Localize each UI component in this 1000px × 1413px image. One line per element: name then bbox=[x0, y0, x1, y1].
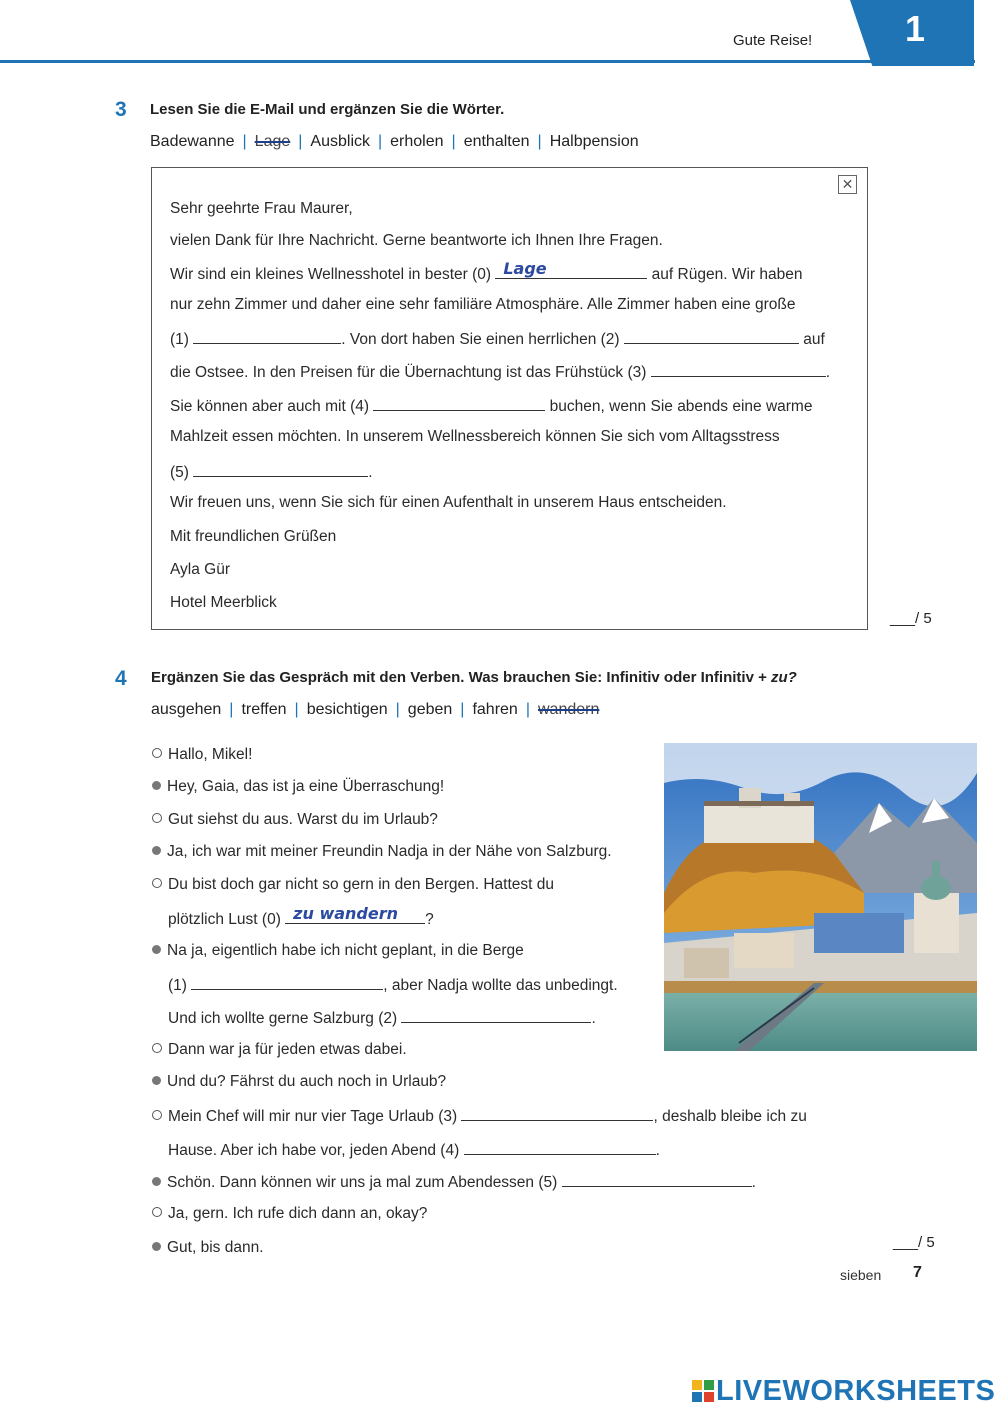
email-text: . bbox=[825, 364, 831, 381]
exercise-4-score: ___/ 5 bbox=[893, 1234, 935, 1251]
dialog-line bbox=[168, 904, 434, 929]
email-text: . Von dort haben Sie einen herrlichen (2) bbox=[341, 331, 620, 348]
close-icon[interactable]: ✕ bbox=[838, 175, 857, 194]
dialog-line: Dann war ja für jeden etwas dabei. bbox=[152, 1041, 407, 1059]
dialog-line: Gut siehst du aus. Warst du im Urlaub? bbox=[152, 811, 438, 829]
email-line bbox=[170, 362, 830, 382]
gap-3-input[interactable] bbox=[461, 1106, 653, 1121]
logo-text: LIVEWORKSHEETS bbox=[716, 1375, 996, 1407]
email-text: Sie können aber auch mit (4) bbox=[170, 398, 370, 415]
email-line: nur zehn Zimmer und daher eine sehr familiäre Atmosphäre. Alle Zimmer haben eine große bbox=[170, 296, 796, 313]
email-closing: Mit freundlichen Grüßen bbox=[170, 528, 337, 545]
page-number-word: sieben bbox=[840, 1267, 882, 1283]
dialog-line bbox=[152, 1106, 807, 1126]
email-line: vielen Dank für Ihre Nachricht. Gerne beantworte ich Ihnen Ihre Fragen. bbox=[170, 232, 663, 249]
dialog-text: Und ich wollte gerne Salzburg (2) bbox=[168, 1010, 398, 1027]
wordbank-word: fahren bbox=[472, 701, 518, 718]
dialog-text: . bbox=[655, 1142, 660, 1159]
instruction-text: Ergänzen Sie das Gespräch mit den Verben. Was brauchen Sie: Infinitiv oder Infinitiv + bbox=[151, 669, 767, 686]
handwritten-answer: zu wandern bbox=[293, 904, 398, 923]
dialog-text: ? bbox=[425, 911, 434, 928]
speaker-filled-dot bbox=[152, 945, 161, 954]
dialog-text: Mein Chef will mir nur vier Tage Urlaub (3) bbox=[168, 1108, 458, 1125]
wordbank-word: treffen bbox=[241, 701, 287, 718]
gap-1-input[interactable] bbox=[193, 329, 341, 344]
exercise-4-instruction bbox=[151, 669, 797, 686]
gap-4-input[interactable] bbox=[373, 396, 545, 411]
gap-1-input[interactable] bbox=[191, 975, 383, 990]
dialog-text: . bbox=[751, 1174, 756, 1191]
wordbank-word: Ausblick bbox=[310, 133, 370, 150]
dialog-text: . bbox=[591, 1010, 596, 1027]
wordbank-word: erholen bbox=[390, 133, 444, 150]
chapter-number: 1 bbox=[905, 8, 926, 49]
wordbank-word: Halbpension bbox=[549, 133, 639, 150]
dialog-line: Gut, bis dann. bbox=[152, 1239, 264, 1257]
email-line bbox=[170, 259, 803, 284]
wordbank-word: Badewanne bbox=[150, 133, 235, 150]
page-header-title: Gute Reise! bbox=[733, 32, 813, 49]
email-line bbox=[170, 329, 825, 349]
email-greeting: Sehr geehrte Frau Maurer, bbox=[170, 200, 353, 217]
gap-5-input[interactable] bbox=[193, 462, 368, 477]
speaker-filled-dot bbox=[152, 1076, 161, 1085]
logo-grid-icon bbox=[692, 1380, 714, 1402]
wordbank-word-used: wandern bbox=[537, 701, 600, 718]
wordbank-word: ausgehen bbox=[151, 701, 222, 718]
gap-label: (1) bbox=[170, 331, 189, 348]
email-text: auf Rügen. Wir haben bbox=[651, 266, 803, 283]
speaker-open-dot bbox=[152, 748, 162, 758]
gap-0-answer[interactable] bbox=[285, 904, 425, 924]
liveworksheets-logo bbox=[692, 1375, 995, 1408]
exercise-3-number: 3 bbox=[115, 98, 127, 121]
gap-2-input[interactable] bbox=[401, 1008, 591, 1023]
email-text: . bbox=[368, 464, 373, 481]
wordbank-word: geben bbox=[407, 701, 453, 718]
speaker-open-dot bbox=[152, 1207, 162, 1217]
dialog-line: Hallo, Mikel! bbox=[152, 746, 252, 764]
dialog-line: Und du? Fährst du auch noch in Urlaub? bbox=[152, 1073, 446, 1091]
gap-0-answer[interactable] bbox=[495, 259, 647, 279]
speaker-open-dot bbox=[152, 1043, 162, 1053]
dialog-line bbox=[168, 975, 618, 995]
email-line bbox=[170, 396, 812, 416]
speaker-open-dot bbox=[152, 813, 162, 823]
dialog-text: , deshalb bleibe ich zu bbox=[653, 1108, 807, 1125]
email-text: die Ostsee. In den Preisen für die Übernachtung ist das Frühstück (3) bbox=[170, 364, 647, 381]
dialog-text: , aber Nadja wollte das unbedingt. bbox=[383, 977, 618, 994]
wordbank-word: besichtigen bbox=[306, 701, 388, 718]
dialog-line: Ja, ich war mit meiner Freundin Nadja in der Nähe von Salzburg. bbox=[152, 843, 612, 861]
dialog-line bbox=[168, 1140, 660, 1160]
dialog-text: Schön. Dann können wir uns ja mal zum Abendessen (5) bbox=[167, 1174, 558, 1191]
exercise-3-wordbank: Badewanne | Lage | Ausblick | erholen | enthalten | Halbpension bbox=[150, 133, 639, 150]
dialog-line bbox=[168, 1008, 596, 1028]
gap-2-input[interactable] bbox=[624, 329, 799, 344]
speaker-open-dot bbox=[152, 1110, 162, 1120]
dialog-text: plötzlich Lust (0) bbox=[168, 911, 281, 928]
dialog-line bbox=[152, 1172, 756, 1192]
email-signature-hotel: Hotel Meerblick bbox=[170, 594, 277, 611]
salzburg-photo bbox=[664, 743, 977, 1051]
dialog-line: Hey, Gaia, das ist ja eine Überraschung! bbox=[152, 778, 444, 796]
exercise-4-number: 4 bbox=[115, 667, 127, 690]
email-text: buchen, wenn Sie abends eine warme bbox=[549, 398, 813, 415]
header-rule bbox=[0, 60, 975, 63]
dialog-line: Du bist doch gar nicht so gern in den Bergen. Hattest du bbox=[152, 876, 554, 894]
gap-4-input[interactable] bbox=[464, 1140, 656, 1155]
handwritten-answer: Lage bbox=[503, 259, 547, 278]
gap-3-input[interactable] bbox=[651, 362, 826, 377]
email-signature-name: Ayla Gür bbox=[170, 561, 231, 578]
speaker-filled-dot bbox=[152, 1242, 161, 1251]
gap-label: (1) bbox=[168, 977, 187, 994]
email-line: Mahlzeit essen möchten. In unserem Wellnessbereich können Sie sich vom Alltagsstress bbox=[170, 428, 780, 445]
dialog-text: Hause. Aber ich habe vor, jeden Abend (4) bbox=[168, 1142, 460, 1159]
speaker-filled-dot bbox=[152, 781, 161, 790]
exercise-3-instruction: Lesen Sie die E-Mail und ergänzen Sie die Wörter. bbox=[150, 101, 505, 118]
speaker-filled-dot bbox=[152, 846, 161, 855]
speaker-open-dot bbox=[152, 878, 162, 888]
instruction-emphasis: zu? bbox=[771, 669, 797, 686]
email-text: Wir sind ein kleines Wellnesshotel in bester (0) bbox=[170, 266, 492, 283]
gap-label: (5) bbox=[170, 464, 189, 481]
email-text: auf bbox=[803, 331, 825, 348]
wordbank-word-used: Lage bbox=[254, 133, 291, 150]
exercise-4-wordbank: ausgehen | treffen | besichtigen | geben | fahren | wandern bbox=[151, 701, 600, 718]
page-number: 7 bbox=[913, 1264, 922, 1281]
dialog-line: Na ja, eigentlich habe ich nicht geplant, in die Berge bbox=[152, 942, 524, 960]
email-line: Wir freuen uns, wenn Sie sich für einen Aufenthalt in unserem Haus entscheiden. bbox=[170, 494, 727, 511]
wordbank-word: enthalten bbox=[463, 133, 530, 150]
speaker-filled-dot bbox=[152, 1177, 161, 1186]
exercise-3-score: ___/ 5 bbox=[890, 610, 932, 627]
gap-5-input[interactable] bbox=[562, 1172, 752, 1187]
dialog-line: Ja, gern. Ich rufe dich dann an, okay? bbox=[152, 1205, 427, 1223]
email-line bbox=[170, 462, 373, 482]
